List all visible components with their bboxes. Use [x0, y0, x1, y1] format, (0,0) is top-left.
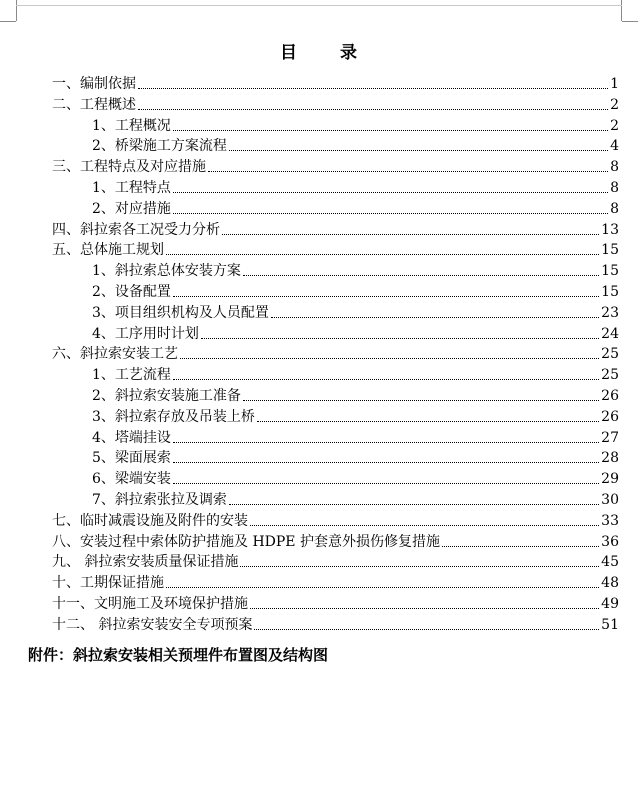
toc-entry-page: 8	[610, 159, 619, 176]
dot-leader	[250, 608, 599, 609]
toc-entry-label: 四、斜拉索各工况受力分析	[52, 221, 220, 238]
dot-leader	[243, 275, 599, 276]
dot-leader	[173, 379, 599, 380]
toc-title	[0, 38, 638, 63]
dot-leader	[173, 192, 608, 193]
dot-leader	[257, 421, 599, 422]
toc-entry-page: 36	[601, 533, 619, 550]
toc-entry-label: 十一、文明施工及环境保护措施	[52, 596, 248, 612]
toc-entry[interactable]	[0, 426, 638, 446]
toc-entry-label: 5、梁面展索	[92, 450, 171, 467]
toc-entry[interactable]	[0, 384, 638, 404]
toc-entry-page: 29	[601, 471, 619, 488]
toc-entry-page: 25	[601, 367, 619, 384]
toc-entry[interactable]	[0, 488, 638, 508]
toc-entry-label: 2、斜拉索安装施工准备	[92, 388, 241, 404]
dot-leader	[166, 587, 599, 588]
attachment-note: 附件：斜拉索安装相关预埋件布置图及结构图	[28, 646, 329, 664]
title-char: 目	[280, 43, 298, 63]
toc-entry[interactable]	[0, 197, 638, 217]
toc-entry-label: 6、梁端安装	[92, 471, 171, 488]
toc-entry-page: 1	[610, 76, 619, 92]
toc-entry[interactable]	[0, 218, 638, 238]
dot-leader	[173, 130, 608, 131]
toc-entry-label: 十、工期保证措施	[52, 575, 164, 592]
toc-entry[interactable]	[0, 509, 638, 529]
toc-entry[interactable]	[0, 176, 638, 196]
toc-entry[interactable]	[0, 72, 638, 92]
toc-entry-label: 2、对应措施	[92, 200, 171, 217]
dot-leader	[229, 504, 599, 505]
toc-entry-page: 15	[601, 263, 619, 280]
toc-entry[interactable]	[0, 446, 638, 466]
toc-entry-page: 26	[601, 388, 619, 404]
toc-entry[interactable]	[0, 571, 638, 591]
crop-mark	[621, 0, 622, 21]
toc-entry-page: 33	[601, 512, 619, 529]
toc-entry-label: 1、工程特点	[92, 180, 171, 196]
crop-mark	[622, 21, 638, 22]
toc-entry-page: 45	[601, 554, 619, 571]
toc-entry-label: 十二、 斜拉索安装安全专项预案	[52, 616, 253, 633]
toc-entry-label: 7、斜拉索张拉及调索	[92, 492, 227, 508]
toc-entry[interactable]	[0, 592, 638, 612]
toc-entry-label: 3、斜拉索存放及吊装上桥	[92, 408, 255, 425]
dot-leader	[240, 566, 599, 567]
toc-entry-label: 4、塔端挂设	[92, 429, 171, 446]
toc-entry-label: 一、编制依据	[52, 76, 136, 92]
dot-leader	[180, 358, 599, 359]
toc-entry[interactable]	[0, 322, 638, 342]
dot-leader	[138, 88, 608, 89]
toc-entry[interactable]	[0, 259, 638, 279]
toc-entry-page: 23	[601, 304, 619, 321]
dot-leader	[173, 462, 599, 463]
header-rule	[16, 5, 622, 6]
toc-entry-page: 26	[601, 408, 619, 425]
dot-leader	[271, 317, 599, 318]
toc-entry[interactable]	[0, 280, 638, 300]
toc-entry-label: 六、斜拉索安装工艺	[52, 346, 178, 363]
toc-entry-label: 4、工序用时计划	[92, 325, 199, 342]
toc-entry-page: 27	[601, 429, 619, 446]
toc-entry-label: 2、桥梁施工方案流程	[92, 138, 227, 155]
toc-entry[interactable]	[0, 238, 638, 258]
toc-entry-page: 2	[610, 96, 619, 113]
title-char: 录	[340, 43, 358, 63]
dot-leader	[442, 546, 599, 547]
dot-leader	[254, 629, 599, 630]
toc-entry-page: 49	[601, 596, 619, 612]
toc-entry-label: 1、工艺流程	[92, 367, 171, 384]
toc-entry-label: 3、项目组织机构及人员配置	[92, 304, 269, 321]
toc-entry-label: 八、安装过程中索体防护措施及 HDPE 护套意外损伤修复措施	[52, 533, 440, 550]
toc-entry[interactable]	[0, 93, 638, 113]
toc-entry-page: 25	[601, 346, 619, 363]
dot-leader	[243, 400, 599, 401]
toc-entry-page: 28	[601, 450, 619, 467]
toc-entry-page: 48	[601, 575, 619, 592]
toc-entry[interactable]	[0, 363, 638, 383]
toc-entry-label: 二、工程概述	[52, 96, 136, 113]
toc-entry[interactable]	[0, 550, 638, 570]
toc-entry-label: 九、 斜拉索安装质量保证措施	[52, 554, 239, 571]
dot-leader	[166, 254, 599, 255]
toc-entry-page: 24	[601, 325, 619, 342]
dot-leader	[229, 150, 608, 151]
toc-entry[interactable]	[0, 155, 638, 175]
toc-entry-page: 15	[601, 284, 619, 300]
toc-entry-label: 三、工程特点及对应措施	[52, 159, 206, 176]
toc-entry-page: 2	[610, 117, 619, 134]
toc-entry[interactable]	[0, 342, 638, 362]
dot-leader	[173, 442, 599, 443]
toc-entry-label: 七、临时减震设施及附件的安装	[52, 512, 248, 529]
dot-leader	[222, 234, 599, 235]
toc-entry[interactable]	[0, 405, 638, 425]
dot-leader	[173, 483, 599, 484]
toc-entry-page: 15	[601, 242, 619, 259]
toc-entry[interactable]	[0, 613, 638, 633]
toc-entry-page: 51	[601, 616, 619, 633]
toc-entry-label: 1、工程概况	[92, 117, 171, 134]
toc-entry[interactable]	[0, 530, 638, 550]
toc-entry[interactable]	[0, 301, 638, 321]
toc-entry[interactable]	[0, 467, 638, 487]
crop-mark	[0, 21, 16, 22]
toc-entry-page: 8	[610, 180, 619, 196]
toc-entry[interactable]	[0, 134, 638, 154]
dot-leader	[173, 296, 599, 297]
dot-leader	[138, 109, 608, 110]
toc-entry-label: 1、斜拉索总体安装方案	[92, 263, 241, 280]
toc-entry-page: 4	[610, 138, 619, 155]
toc-entry-page: 13	[601, 221, 619, 238]
dot-leader	[201, 338, 599, 339]
dot-leader	[250, 525, 599, 526]
toc-entry[interactable]	[0, 114, 638, 134]
crop-mark	[16, 0, 17, 21]
toc-entry-label: 2、设备配置	[92, 284, 171, 300]
toc-entry-page: 8	[610, 200, 619, 217]
toc-entry-page: 30	[601, 492, 619, 508]
dot-leader	[208, 171, 608, 172]
dot-leader	[173, 213, 608, 214]
toc-entry-label: 五、总体施工规划	[52, 242, 164, 259]
